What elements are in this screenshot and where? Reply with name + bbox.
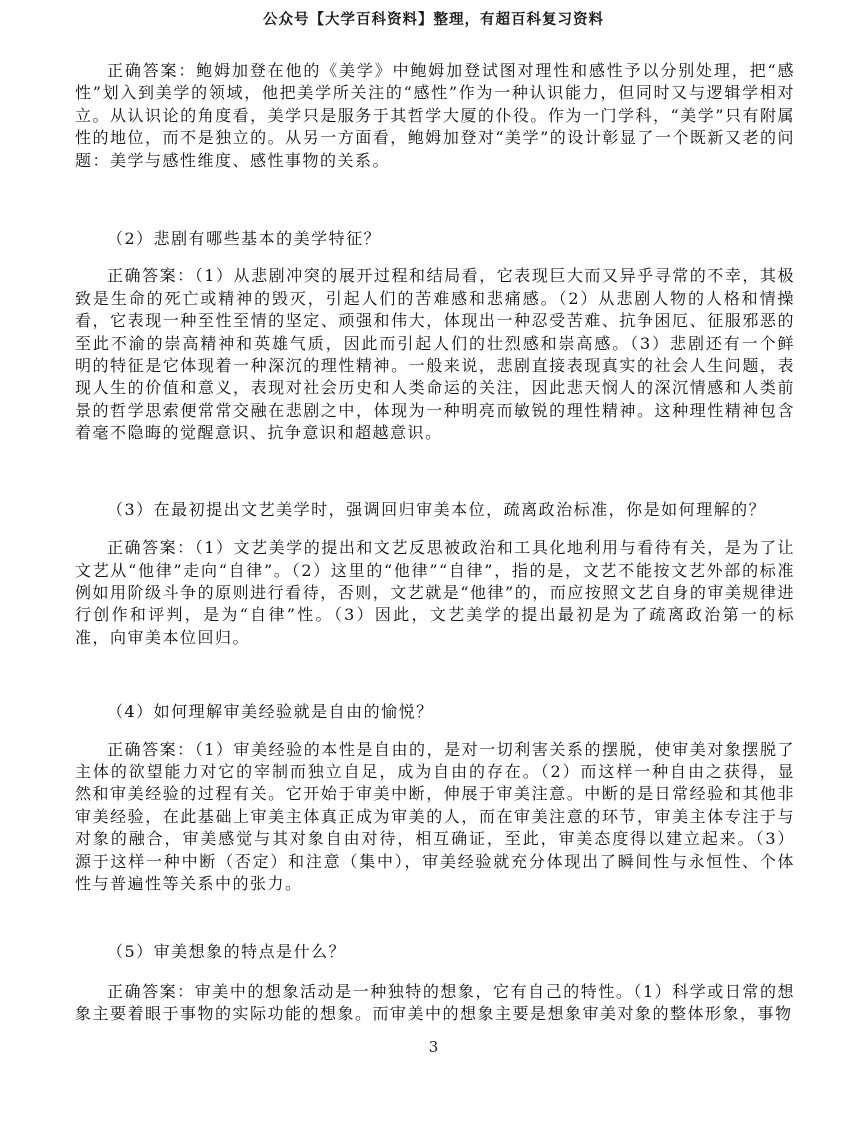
answer-paragraph-1: 正确答案：鲍姆加登在他的《美学》中鲍姆加登试图对理性和感性予以分别处理，把“感性”划入到美学的领域，他把美学所关注的“感性”作为一种认识能力，但同时又与逻辑学相对立。从认识论的角度看，美学只是服务于其哲学大厦的仆役。作为一门学科，“美学”只有附属性的地位，而不是独立的。从另一方面看，鲍姆加登对“美学”的设计彰显了一个既新又老的问题：美学与感性维度、感性事物的关系。	[75, 61, 795, 170]
question-4: （4）如何理解审美经验就是自由的愉悦？	[107, 702, 434, 722]
answer-paragraph-5: 正确答案：审美中的想象活动是一种独特的想象，它有自己的特性。（1）科学或日常的想象主要着眼于事物的实际功能的想象。而审美中的想象主要是想象审美对象的整体形象，事物	[75, 981, 795, 1024]
question-3: （3）在最初提出文艺美学时，强调回归审美本位，疏离政治标准，你是如何理解的？	[107, 499, 767, 519]
answer-paragraph-3: 正确答案：（1）文艺美学的提出和文艺反思被政治和工具化地利用与看待有关，是为了让文艺从“他律”走向“自律”。（2）这里的“他律”“自律”，指的是，文艺不能按文艺外部的标准例如用阶级斗争的原则进行看待，否则，文艺就是“他律”的，而应按照文艺自身的审美规律进行创作和评判，是为“自律”性。（3）因此，文艺美学的提出最初是为了疏离政治第一的标准，向审美本位回归。	[75, 538, 795, 647]
question-2: （2）悲剧有哪些基本的美学特征？	[107, 229, 382, 249]
question-5: （5）审美想象的特点是什么？	[107, 942, 347, 962]
page-number: 3	[428, 1038, 439, 1056]
page-body	[75, 60, 795, 1026]
answer-paragraph-2: 正确答案：（1）从悲剧冲突的展开过程和结局看，它表现巨大而又异乎寻常的不幸，其极致是生命的死亡或精神的毁灭，引起人们的苦难感和悲痛感。（2）从悲剧人物的人格和情操看，它表现一种至性至情的坚定、顽强和伟大，体现出一种忍受苦难、抗争困厄、征服邪恶的至此不渝的崇高精神和英雄气质，因此而引起人们的壮烈感和崇高感。（3）悲剧还有一个鲜明的特征是它体现着一种深沉的理性精神。一般来说，悲剧直接表现真实的社会人生问题，表现人生的价值和意义，表现对社会历史和人类命运的关注，因此悲天悯人的深沉情感和人类前景的哲学思索便常常交融在悲剧之中，体现为一种明亮而敏锐的理性精神。这种理性精神包含着毫不隐晦的觉醒意识、抗争意识和超越意识。	[75, 266, 795, 443]
page-header: 公众号【大学百科资料】整理，有超百科复习资料	[263, 11, 604, 28]
answer-paragraph-4: 正确答案：（1）审美经验的本性是自由的，是对一切利害关系的摆脱，使审美对象摆脱了主体的欲望能力对它的宰制而独立自足，成为自由的存在。（2）而这样一种自由之获得，显然和审美经验的过程有关。它开始于审美中断，伸展于审美注意。中断的是日常经验和其他非审美经验，在此基础上审美主体真正成为审美的人，而在审美注意的环节，审美主体专注于与对象的融合，审美感觉与其对象自由对待，相互确证，至此，审美态度得以建立起来。（3）源于这样一种中断（否定）和注意（集中），审美经验就充分体现出了瞬间性与永恒性、个体性与普遍性等关系中的张力。	[75, 739, 795, 893]
